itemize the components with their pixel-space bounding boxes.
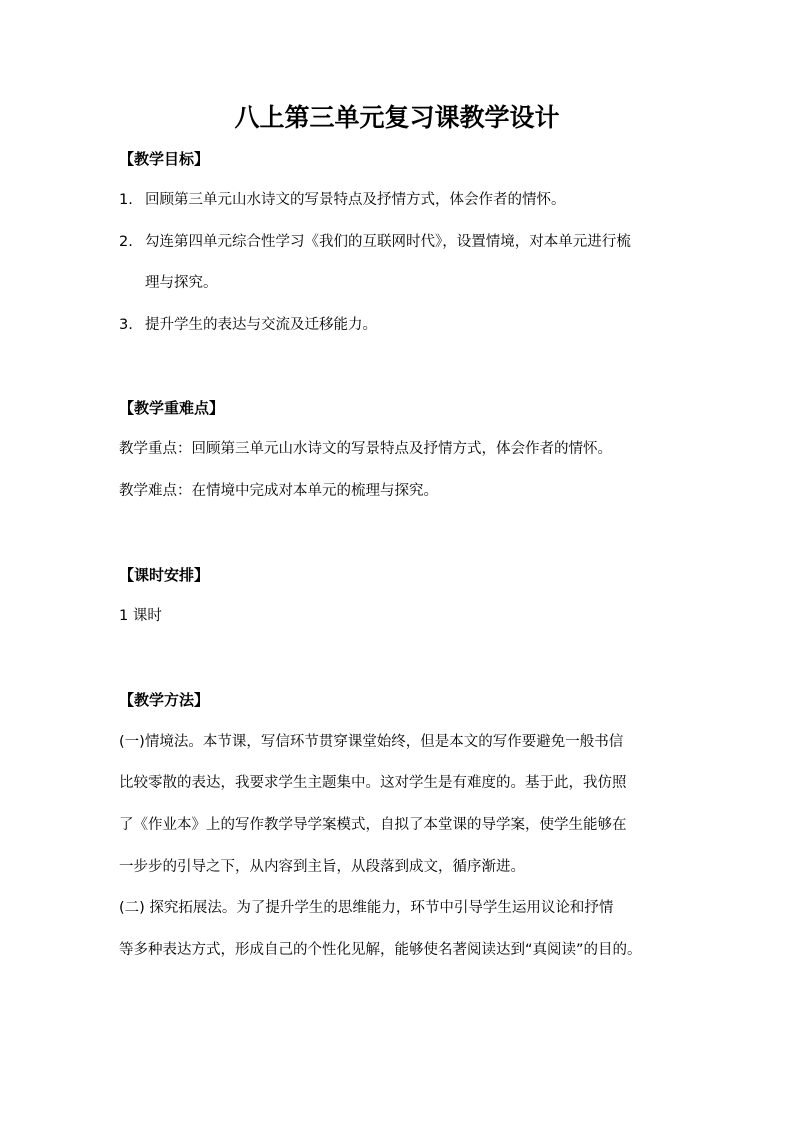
methods-paragraph-line: 比较零散的表达，我要求学生主题集中。这对学生是有难度的。基于此，我仿照 [119,775,627,791]
document-title: 八上第三单元复习课教学设计 [234,103,560,132]
objective-item-2-continuation: 理与探究。 [145,275,218,291]
objective-number: 2. [119,234,133,250]
methods-paragraph-line: (二) 探究拓展法。为了提升学生的思维能力，环节中引导学生运用议论和抒情 [119,900,614,916]
schedule-text: 1 课时 [119,608,162,624]
objective-text: 提升学生的表达与交流及迁移能力。 [145,317,377,333]
key-point-line: 教学重点：回顾第三单元山水诗文的写景特点及抒情方式，体会作者的情怀。 [119,441,612,457]
objectives-heading: 【教学目标】 [119,150,210,168]
methods-paragraph-line: 一步步的引导之下，从内容到主旨，从段落到成文，循序渐进。 [119,859,525,875]
methods-paragraph-line: (一)情境法。本节课，写信环节贯穿课堂始终，但是本文的写作要避免一般书信 [119,734,624,750]
methods-paragraph-line: 了《作业本》上的写作教学导学案模式，自拟了本堂课的导学案，使学生能够在 [119,817,627,833]
methods-heading: 【教学方法】 [119,691,210,709]
methods-paragraph-line: 等多种表达方式，形成自己的个性化见解，能够使名著阅读达到“真阅读”的目的。 [119,942,642,958]
objective-item-2 [119,231,631,253]
objective-text: 回顾第三单元山水诗文的写景特点及抒情方式，体会作者的情怀。 [145,192,566,208]
objective-text: 勾连第四单元综合性学习《我们的互联网时代》，设置情境，对本单元进行梳 [145,234,631,250]
objective-number: 1. [119,192,133,208]
schedule-heading: 【课时安排】 [119,566,210,584]
difficulty-line: 教学难点：在情境中完成对本单元的梳理与探究。 [119,483,438,499]
objective-item-3 [119,314,377,336]
objective-item-1 [119,189,566,211]
key-points-heading: 【教学重难点】 [119,399,225,417]
objective-number: 3. [119,317,133,333]
